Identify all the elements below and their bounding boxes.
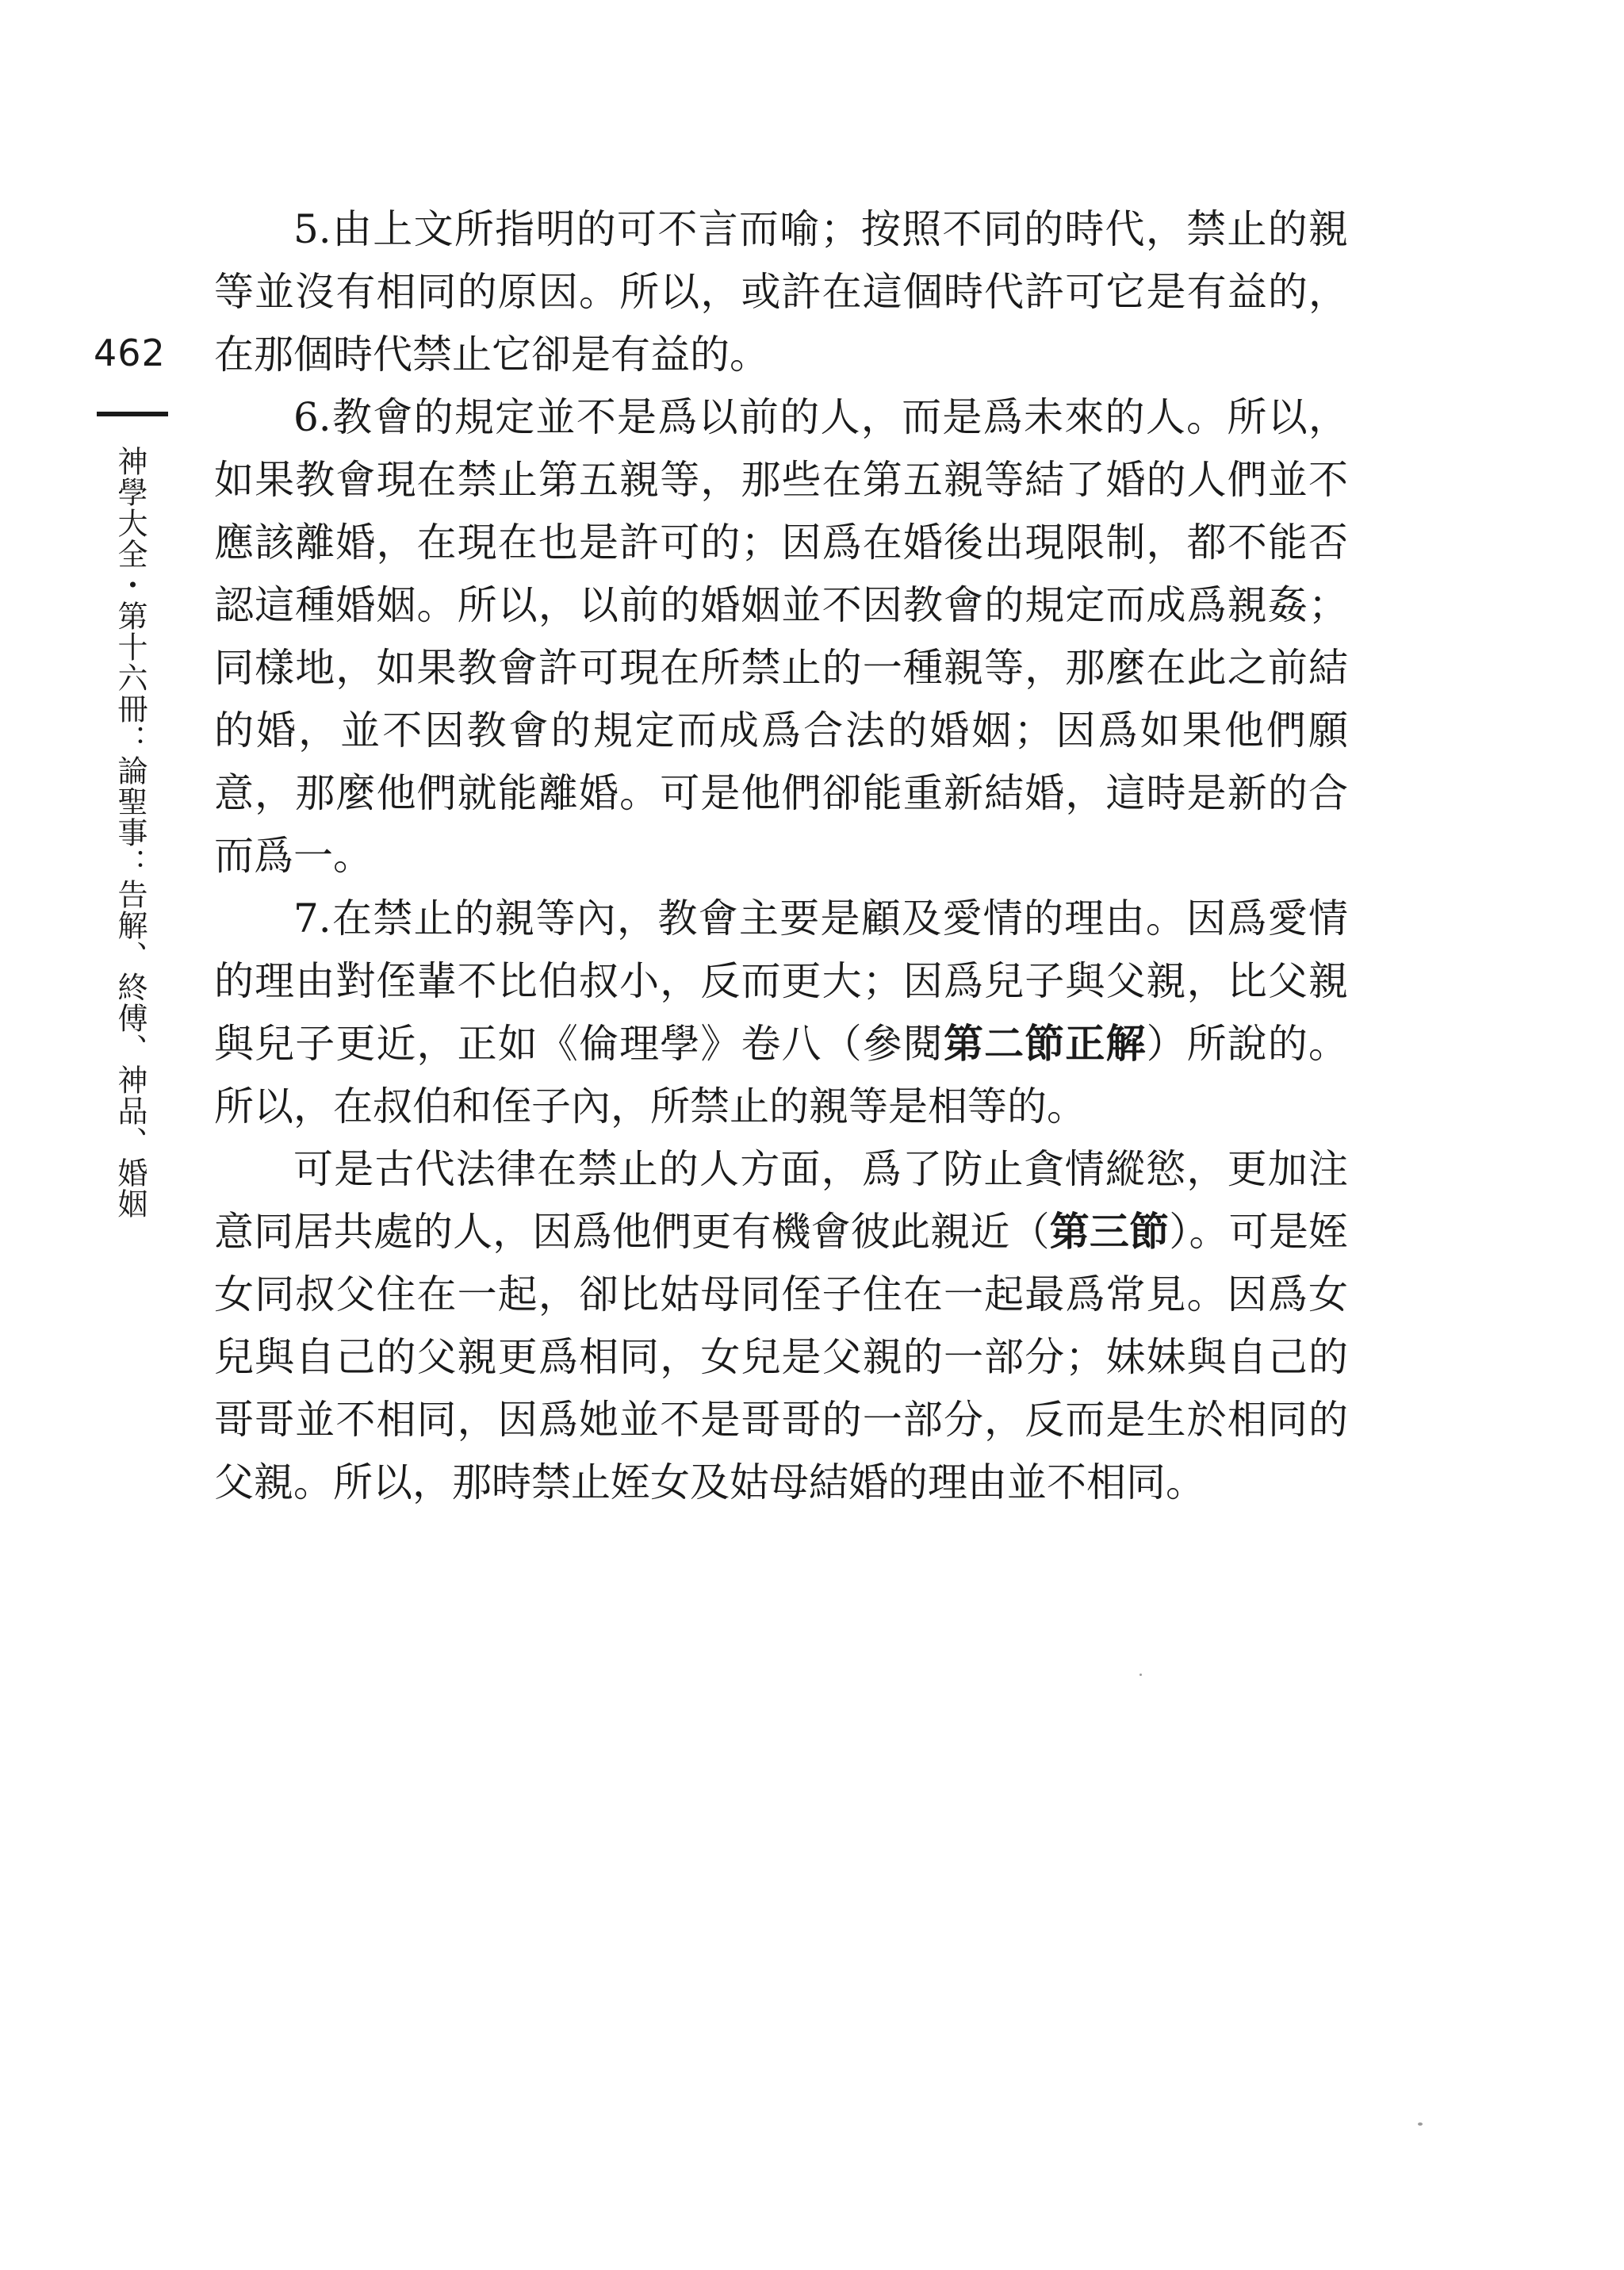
paragraph-8-text-b: ）。可是姪女同叔父住在一起，卻比姑母同侄子住在一起最爲常見。因爲女兒與自己的父親更爲相同，女兒是父親的一部分；妹妹與自己的哥哥並不相同，因爲她並不是哥哥的一部分，反而是生於相同的父親。所以，那時禁止姪女及姑母結婚的理由並不相同。 <box>214 1209 1349 1505</box>
reference-third-article: 第三節 <box>1049 1209 1170 1255</box>
body-text <box>214 198 1348 1514</box>
scan-speck <box>1418 2122 1423 2126</box>
paragraph-5: 5.由上文所指明的可不言而喻；按照不同的時代，禁止的親等並沒有相同的原因。所以，或許在這個時代許可它是有益的，在那個時代禁止它卻是有益的。 <box>214 206 1348 378</box>
paragraph-7-text-b: ）所說的。所以，在叔伯和侄子內，所禁止的親等是相等的。 <box>214 1021 1349 1129</box>
header-rule <box>97 412 168 416</box>
paragraph-8-text-a: 可是古代法律在禁止的人方面，爲了防止貪情縱慾，更加注意同居共處的人，因爲他們更有機會彼此親近（ <box>214 1146 1348 1255</box>
paragraph-6: 6.教會的規定並不是爲以前的人，而是爲未來的人。所以，如果教會現在禁止第五親等，那些在第五親等結了婚的人們並不應該離婚，在現在也是許可的；因爲在婚後出現限制，都不能否認這種婚姻。所以，以前的婚姻並不因教會的規定而成爲親姦；同樣地，如果教會許可現在所禁止的一種親等，那麼在此之前結的婚，並不因教會的規定而成爲合法的婚姻；因爲如果他們願意，那麼他們就能離婚。可是他們卻能重新結婚，這時是新的合而爲一。 <box>214 394 1348 879</box>
paragraph-7-text-a: 7.在禁止的親等內，教會主要是顧及愛情的理由。因爲愛情的理由對侄輩不比伯叔小，反而更大；因爲兒子與父親，比父親與兒子更近，正如《倫理學》卷八（參閱 <box>214 895 1348 1067</box>
paragraph-8 <box>214 1138 1348 1514</box>
paragraph-7 <box>214 888 1348 1138</box>
page-number: 462 <box>94 332 166 374</box>
running-title: 神學大全・第十六冊：論聖事：告解、終傅、神品、婚姻 <box>113 446 147 1219</box>
reference-second-article: 第二節正解 <box>944 1021 1147 1067</box>
scan-speck <box>1139 1674 1142 1676</box>
